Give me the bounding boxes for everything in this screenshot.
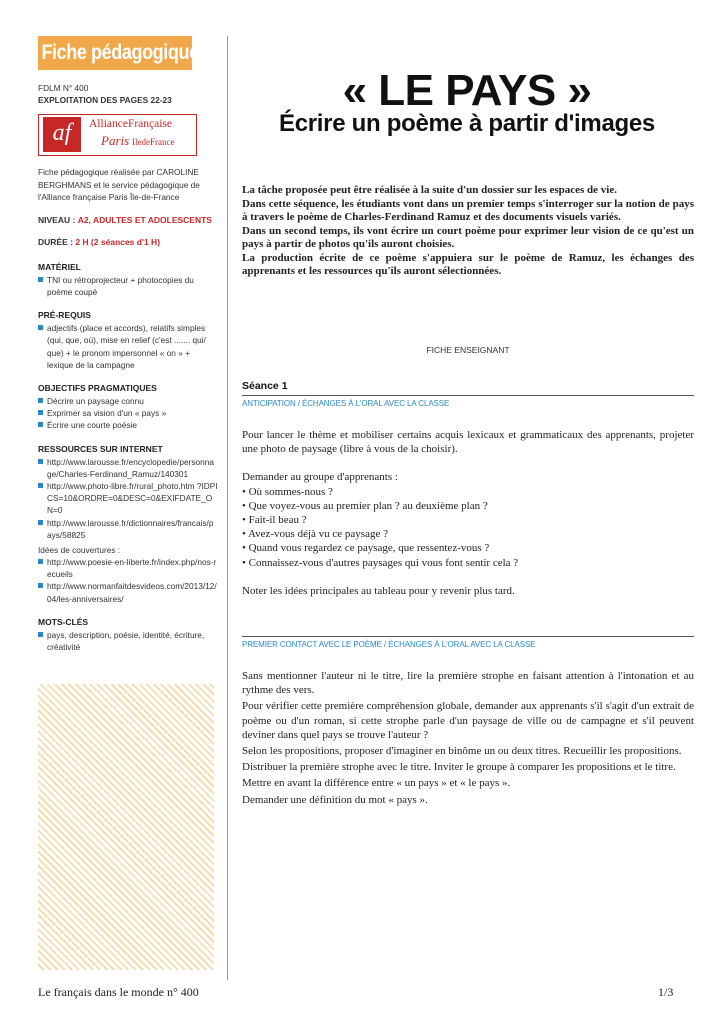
section1-body: Pour lancer le thème et mobiliser certains acquis lexicaux et grammaticaux des apprenants, projeter une photo de paysage (libre à vous de la choisir). Demander au groupe d'apprenants : • Où sommes-nous ? • Que voyez-vous au premier plan ? au deuxième plan ? • Fait-il beau ? • Avez-vous déjà vu ce paysage ? • Quand vous regardez ce paysage, que ressentez-vous ? • Connaissez-vous d'autres paysages qui vous font sentir cela ? Noter les idées principales au tableau pour y revenir plus tard. (242, 429, 694, 597)
prerequis-title: PRÉ-REQUIS (38, 310, 91, 321)
page-number: 1/3 (658, 985, 674, 999)
section-heading: ANTICIPATION / ÉCHANGES À L'ORAL AVEC LA CLASSE (242, 399, 450, 408)
motscles-title: MOTS-CLÉS (38, 616, 89, 627)
footer-publication: Le français dans le monde n° 400 (38, 985, 199, 999)
page-title: « LE PAYS » (342, 66, 592, 115)
fiche-enseignant-label: FICHE ENSEIGNANT (426, 345, 510, 355)
credit-text: Fiche pédagogique réalisée par CAROLINE BERGHMANS et le service pédagogique de l'Alliance française Paris Île-de-France (38, 167, 200, 203)
logo-line-2: Paris IledeFrance (101, 133, 175, 148)
materiel-title: MATÉRIEL (38, 261, 81, 272)
divider (242, 636, 694, 637)
section-heading: PREMIER CONTACT AVEC LE POÈME / ÉCHANGES À L'ORAL AVEC LA CLASSE (242, 640, 536, 649)
pages-label: EXPLOITATION DES PAGES 22-23 (38, 95, 172, 105)
list-item: Exprimer sa vision d'un « pays » (38, 407, 218, 419)
duree: DURÉE : 2 H (2 séances d'1 H) (38, 236, 161, 247)
issue-number: FDLM N° 400 (38, 83, 89, 93)
fiche-badge: Fiche pédagogique (38, 36, 192, 70)
column-divider (227, 36, 228, 980)
divider (242, 395, 694, 396)
list-item: adjectifs (place et accords), relatifs simples (qui, que, où), mise en relief (c'est ....... qui/ que) + le pronom impersonnel « on » + lexique de la campagne (38, 322, 218, 371)
alliance-francaise-logo (38, 114, 197, 156)
resource-link[interactable]: http://www.photo-libre.fr/rural_photo.htm ?IDPICS=10&ORDRE=0&DESC=0&EXIFDATE_ON=0 (38, 480, 218, 517)
resource-link[interactable]: http://www.larousse.fr/dictionnaires/francais/pays/58825 (38, 517, 218, 541)
sidebar (38, 36, 218, 653)
list-item: Décrire un paysage connu (38, 395, 218, 407)
section2-body: Sans mentionner l'auteur ni le titre, lire la première strophe en faisant attention à l'intonation et au rythme des vers. Pour vérifier cette première compréhension globale, demander aux apprenants s'il s'agit d'un extrait de poème ou d'un roman, si cette strophe parle d'un paysage de ville ou de campagne et s'il peuvent deviner dans quel pays se trouve l'auteur ? Selon les propositions, proposer d'imaginer en binôme un ou deux titres. Recueillir les propositions. Distribuer la première strophe avec le titre. Inviter le groupe à comparer les propositions et le titre. Mettre en avant la différence entre « un pays » et « le pays ». Demander une définition du mot « pays ». (242, 670, 694, 806)
logo-line-1: AllianceFrançaise (89, 118, 173, 130)
list-item: pays, description, poésie, identité, écriture, créativité (38, 629, 218, 653)
list-item: TNI ou rétroprojecteur + photocopies du poème coupé (38, 274, 218, 298)
seance-heading: Séance 1 (242, 380, 288, 392)
af-logo-mark: af (43, 117, 81, 152)
resource-link[interactable]: http://www.larousse.fr/encyclopedie/personnage/Charles-Ferdinand_Ramuz/140301 (38, 456, 218, 480)
decorative-stripes (38, 684, 214, 970)
list-item: Écrire une courte poésie (38, 419, 218, 431)
couvertures-label: Idées de couvertures : (38, 545, 121, 556)
objectifs-title: OBJECTIFS PRAGMATIQUES (38, 383, 157, 393)
resource-link[interactable]: http://www.normanfaitdesvideos.com/2013/12/04/les-anniversaires/ (38, 580, 218, 604)
ressources-title: RESSOURCES SUR INTERNET (38, 443, 163, 454)
intro-paragraph: La tâche proposée peut être réalisée à la suite d'un dossier sur les espaces de vie. Dans cette séquence, les étudiants vont dans un premier temps s'interroger sur la notion de pays à travers le poème de Charles-Ferdinand Ramuz et des documents visuels variés. Dans un second temps, ils vont écrire un court poème pour exprimer leur vision de ce qu'est un pays à partir de photos qu'ils auront choisies. La production écrite de ce poème s'appuiera sur le poème de Ramuz, les échanges des apprenants et les ressources qu'ils auront sélectionnées. (242, 184, 694, 277)
resource-link[interactable]: http://www.poesie-en-liberte.fr/index.php/nos-recueils (38, 556, 218, 580)
page-subtitle: Écrire un poème à partir d'images (279, 110, 655, 137)
niveau: NIVEAU : A2, ADULTES ET ADOLESCENTS (38, 214, 212, 225)
